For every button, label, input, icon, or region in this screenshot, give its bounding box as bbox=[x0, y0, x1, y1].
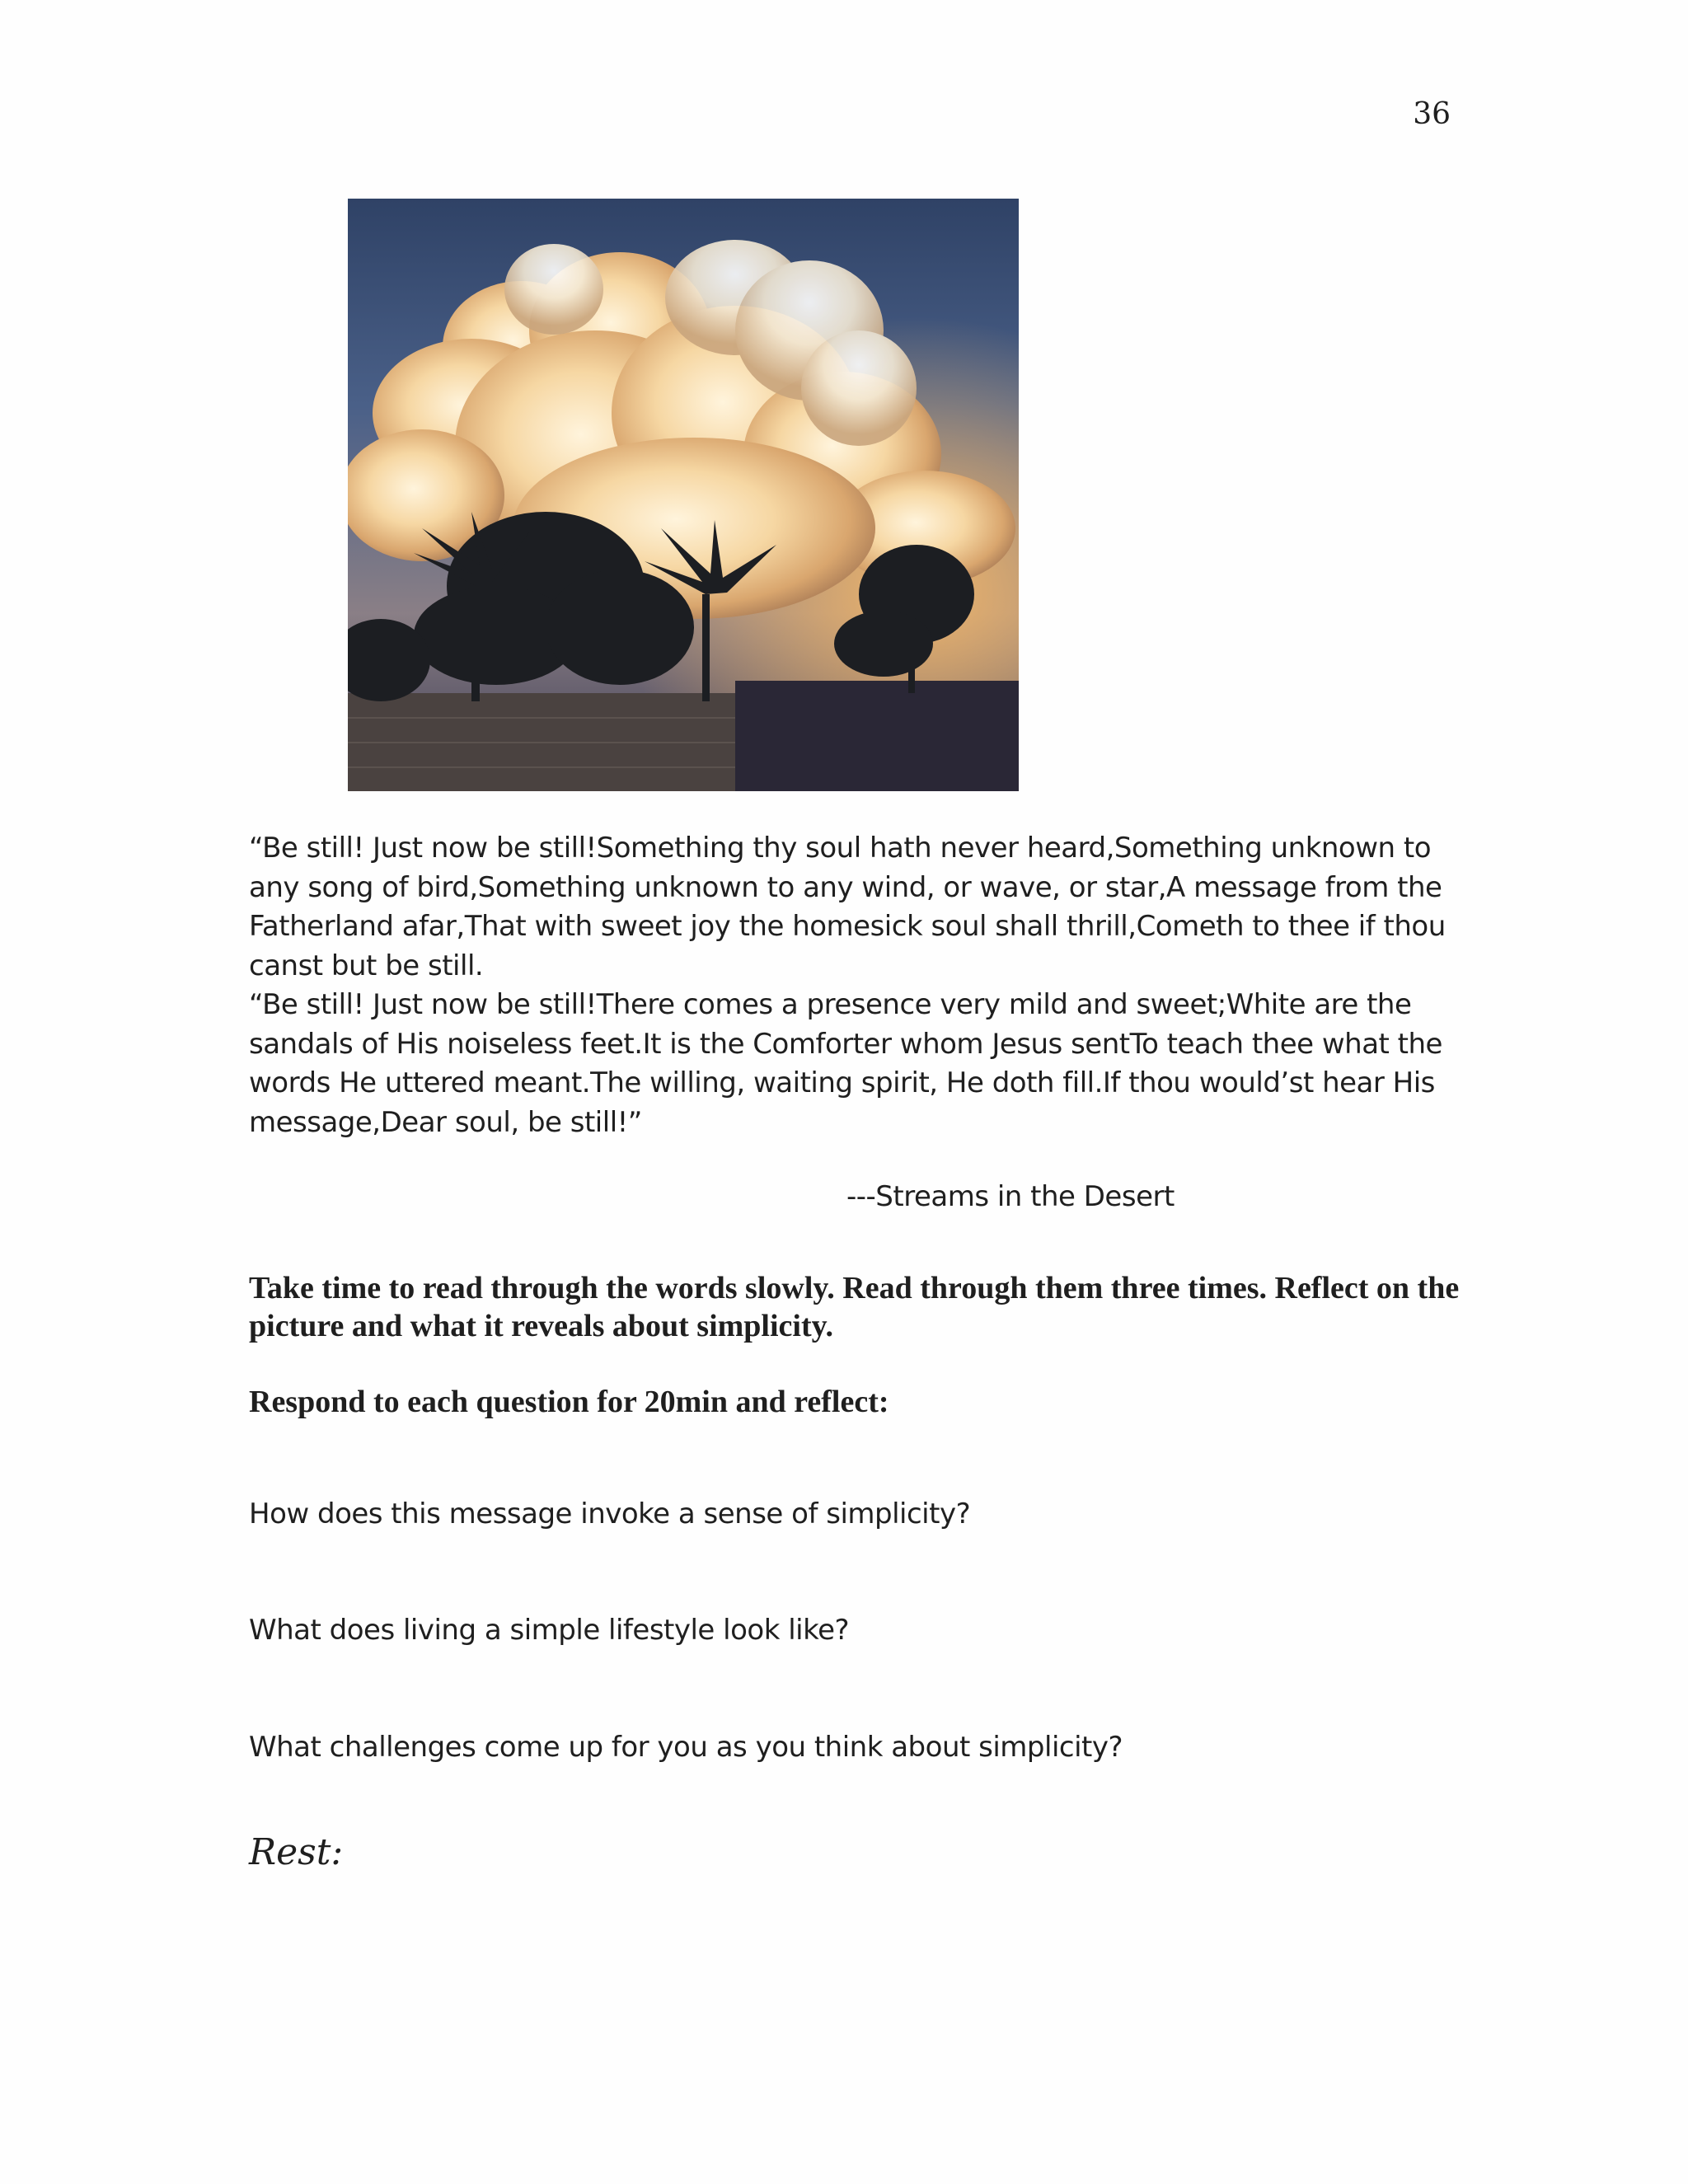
page-number: 36 bbox=[1413, 97, 1451, 131]
question-1: How does this message invoke a sense of simplicity? bbox=[249, 1497, 971, 1530]
question-3: What challenges come up for you as you think about simplicity? bbox=[249, 1731, 1123, 1764]
reflection-instruction: Take time to read through the words slowly. Read through them three times. Reflect on the picture and what it reveals about simplicity. bbox=[249, 1271, 1460, 1343]
question-2: What does living a simple lifestyle look like? bbox=[249, 1614, 850, 1647]
poem bbox=[249, 829, 1452, 1142]
poem-stanza-1: “Be still! Just now be still!Something thy soul hath never heard,Something unknown to any song of bird,Something unknown to any wind, or wave, or star,A message from the Fatherland afar,That with sweet joy the homesick soul shall thrill,Cometh to thee if thou canst but be still. bbox=[249, 832, 1446, 982]
cloud-sunset-photo bbox=[348, 199, 1019, 791]
respond-instruction: Respond to each question for 20min and reflect: bbox=[249, 1385, 889, 1419]
poem-attribution: ---Streams in the Desert bbox=[846, 1180, 1175, 1213]
poem-stanza-2: “Be still! Just now be still!There comes a presence very mild and sweet;White are the sandals of His noiseless feet.It is the Comforter whom Jesus sentTo teach thee what the words He uttered meant.The willing, waiting spirit, He doth fill.If thou would’st hear His message,Dear soul, be still!” bbox=[249, 988, 1442, 1139]
rest-heading: Rest: bbox=[249, 1831, 344, 1873]
